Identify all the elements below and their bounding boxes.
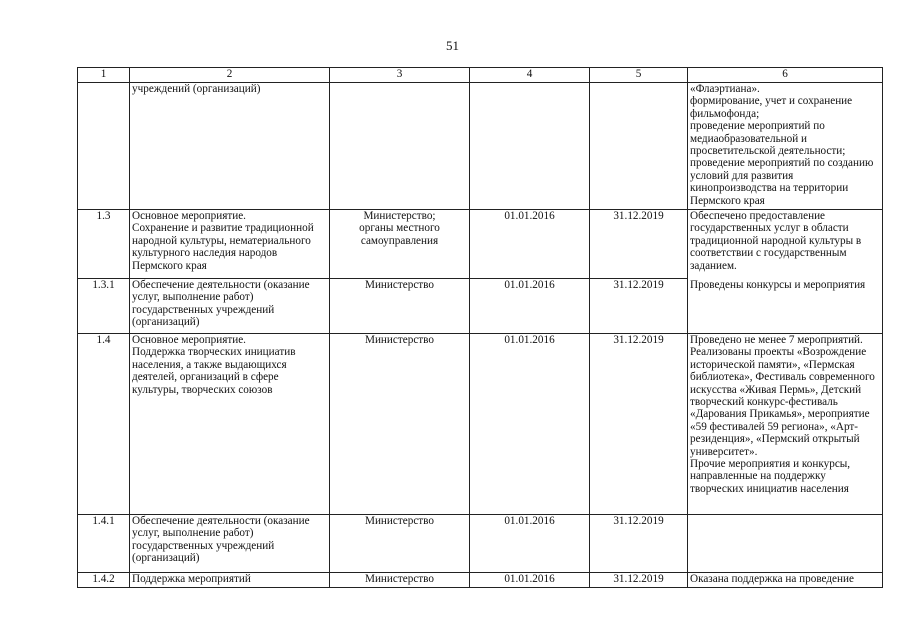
start-date: 01.01.2016: [470, 334, 590, 515]
start-date: 01.01.2016: [470, 210, 590, 279]
result: Проведено не менее 7 мероприятий. Реализованы проекты «Возрождение исторической памяти», «Пермская библиотека», Фестиваль современного искусства «Живая Пермь», Детский творческий конкурс-фестиваль «Дарования Прикамья», мероприятие «59 фестивалей 59 региона», «Арт-резиденция», «Пермский открытый университет». Прочие мероприятия и конкурсы, направленные на поддержку творческих инициатив населения: [688, 334, 883, 515]
row-number: 1.4: [78, 334, 130, 515]
result: Оказана поддержка на проведение: [688, 573, 883, 588]
start-date: 01.01.2016: [470, 515, 590, 573]
row-number: 1.4.2: [78, 573, 130, 588]
table-row: [78, 334, 883, 515]
responsible: Министерство: [330, 279, 470, 334]
activities-table: [77, 67, 883, 588]
activity-name: учреждений (организаций): [130, 83, 330, 210]
activity-name: Поддержка мероприятий: [130, 573, 330, 588]
result: «Флаэртиана». формирование, учет и сохранение фильмофонда; проведение мероприятий по медиаобразовательной и просветительской деятельности; проведение мероприятий по созданию условий для развития кинопроизводства на территории Пермского края: [688, 83, 883, 210]
table-row: [78, 83, 883, 210]
end-date: 31.12.2019: [590, 334, 688, 515]
activity-name: Обеспечение деятельности (оказание услуг, выполнение работ) государственных учреждений (организаций): [130, 279, 330, 334]
start-date: [470, 83, 590, 210]
header-cell: 1: [78, 68, 130, 83]
responsible: Министерство: [330, 334, 470, 515]
end-date: 31.12.2019: [590, 515, 688, 573]
end-date: 31.12.2019: [590, 279, 688, 334]
header-cell: 2: [130, 68, 330, 83]
row-number: 1.3.1: [78, 279, 130, 334]
table-header-row: [78, 68, 883, 83]
result: Проведены конкурсы и мероприятия: [688, 279, 883, 334]
responsible: Министерство: [330, 515, 470, 573]
end-date: 31.12.2019: [590, 210, 688, 279]
end-date: 31.12.2019: [590, 573, 688, 588]
header-cell: 5: [590, 68, 688, 83]
row-number: 1.3: [78, 210, 130, 279]
header-cell: 3: [330, 68, 470, 83]
page-number: 51: [446, 38, 459, 53]
activity-name: Обеспечение деятельности (оказание услуг, выполнение работ) государственных учреждений (организаций): [130, 515, 330, 573]
responsible: [330, 83, 470, 210]
end-date: [590, 83, 688, 210]
start-date: 01.01.2016: [470, 279, 590, 334]
row-number: [78, 83, 130, 210]
activity-name: Основное мероприятие. Сохранение и развитие традиционной народной культуры, нематериального культурного наследия народов Пермского края: [130, 210, 330, 279]
table-row: [78, 515, 883, 573]
start-date: 01.01.2016: [470, 573, 590, 588]
responsible: Министерство; органы местного самоуправления: [330, 210, 470, 279]
responsible: Министерство: [330, 573, 470, 588]
header-cell: 4: [470, 68, 590, 83]
result: [688, 515, 883, 573]
result: Обеспечено предоставление государственных услуг в области традиционной народной культуры в соответствии с государственным заданием.: [688, 210, 883, 279]
table-row: [78, 573, 883, 588]
table-row: [78, 279, 883, 334]
activity-name: Основное мероприятие. Поддержка творческих инициатив населения, а также выдающихся деятелей, организаций в сфере культуры, творческих союзов: [130, 334, 330, 515]
header-cell: 6: [688, 68, 883, 83]
row-number: 1.4.1: [78, 515, 130, 573]
table-row: [78, 210, 883, 279]
